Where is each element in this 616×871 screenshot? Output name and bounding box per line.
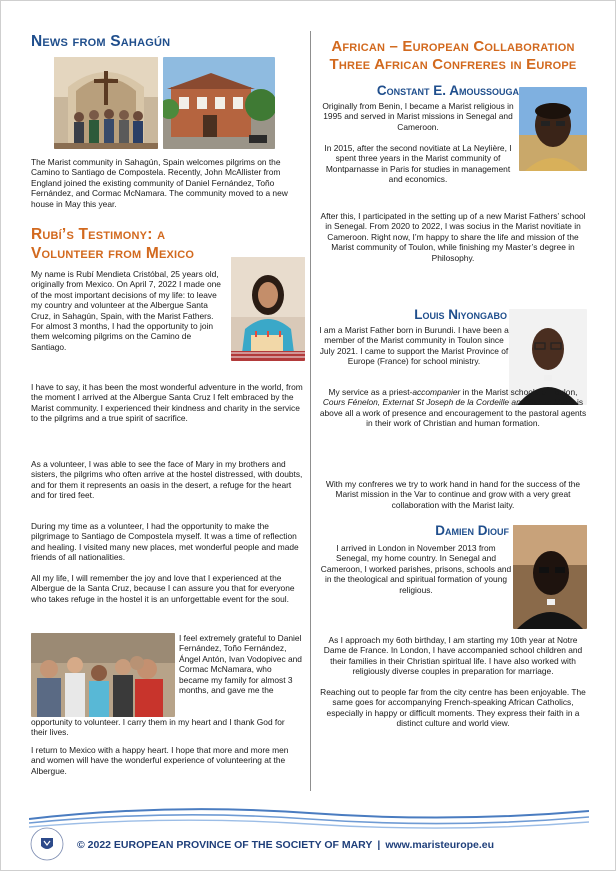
louis-p2-text-2: in the Marist schools of Toulon, [460, 387, 578, 397]
louis-paragraph-2 [319, 387, 587, 429]
footer-separator: | [377, 839, 381, 851]
louis-name: Louis Niyongabo [414, 307, 507, 322]
louis-p2-emphasis-1: accompanier [412, 387, 461, 397]
louis-paragraph-1: I am a Marist Father born in Burundi. I have been a member of the Marist community in Toulon since July 2021. I came to support the Marist Province of Europe (France) for school ministry. [319, 325, 509, 367]
testimony-paragraph-4a: During my time as a volunteer, I had the opportunity to make the pilgrimage to Santiago de Compostela myself. It was a time of reflection and healing. I visited many new places, met wonderful people and made friends of all nationalities. [31, 521, 299, 563]
left-column [31, 33, 303, 50]
footer-text [77, 839, 494, 851]
testimony-paragraph-6: I return to Mexico with a happy heart. I hope that more and more men and women will have the wonderful experience of volunteering at the Albergue. [31, 745, 289, 776]
community-photo [54, 57, 158, 149]
constant-name: Constant E. Amoussouga [376, 83, 519, 98]
testimony-paragraph-3: As a volunteer, I was able to see the face of Mary in my brothers and sisters, the pilgrims who often arrive at the hostel distressed, with doubts, and for them it represents an oasis in the desert, a refuge for the heart and for tired feet. [31, 459, 303, 501]
damien-photo [513, 525, 587, 629]
testimony-paragraph-2: I have to say, it has been the most wonderful adventure in the world, from the moment I arrived at the Albergue Santa Cruz I felt embraced by the Marist community. I experienced their kindness and charity in the service to the pilgrims and a true spirit of sacrifice. [31, 382, 303, 424]
house-photo [163, 57, 275, 149]
volunteers-photo [31, 633, 175, 717]
testimony-title-line2: Volunteer from Mexico [31, 245, 195, 262]
column-divider [310, 31, 311, 791]
rubi-photo [231, 257, 305, 361]
footer [1, 837, 616, 857]
damien-name: Damien Diouf [435, 523, 509, 538]
footer-wave-decoration [29, 801, 589, 831]
collab-title-line2: Three African Confreres in Europe [329, 56, 577, 73]
testimony-paragraph-5-side: I feel extremely grateful to Daniel Fernández, Toño Fernández, Ángel Antón, Ivan Vodopivec and Cormac McNamara, who became my family for almost 3 months, and gave me the [179, 633, 302, 696]
testimony-paragraph-5-full: opportunity to volunteer. I carry them in my heart and I thank God for their lives. [31, 717, 285, 738]
louis-p2-text-1: My service as a priest- [328, 387, 413, 397]
louis-paragraph-3: With my confreres we try to work hand in hand for the success of the Marist mission in the Var to continue and grow with a very great collaboration with the Marist laity. [325, 479, 581, 510]
louis-p2-text-3: is above all a work of presence and encouragement to the pastoral agents in their work of Christian and human formation. [319, 397, 587, 429]
testimony-title-line1: Rubí’s Testimony: a [31, 226, 166, 243]
damien-paragraph-3: Reaching out to people far from the city centre has been enjoyable. The same goes for accompanying French-speaking African Catholics, especially in happy or difficult moments. They express their faith in a distinct culture and world view. [320, 687, 586, 729]
news-text: The Marist community in Sahagún, Spain welcomes pilgrims on the Camino to Santiago de Compostela. Recently, John McAllister from England joined the existing community of Daniel Fernández, Toño Fernández, and Cormac McNamara. The community moved to a new house in May this year. [31, 157, 288, 209]
damien-paragraph-2: As I approach my 6oth birthday, I am starting my 10th year at Notre Dame de France. In London, I have accompanied school children and their families in their Christian spiritual life. I have also worked with religiously diverse couples in preparation for marriage. [323, 635, 583, 677]
testimony-paragraph-1: My name is Rubí Mendieta Cristóbal, 25 years old, originally from Mexico. On April 7, 2022 I made one of the most important decisions of my life: to leave my country and volunteer at the Albergue Santa Cruz, in Sahagún, Spain, with the Marist Fathers. For almost 3 months, I had the opportunity to join them welcoming pilgrims on the Camino de Santiago. [31, 269, 221, 352]
constant-paragraph-1: Originally from Benin, I became a Marist religious in 1995 and served in Marist missions in Senegal and Cameroon. [322, 101, 514, 132]
news-title: News from Sahagún [31, 33, 171, 50]
damien-paragraph-1: I arrived in London in November 2013 from Senegal, my home country. In Senegal and Cameroon, I worked parishes, prisons, schools and in the theological and spiritual formation of young religious. [320, 543, 512, 595]
constant-paragraph-2: In 2015, after the second novitiate at La Neylière, I spent three years in the Marist community of Montparnasse in Paris for studies in management and economics. [324, 143, 512, 185]
constant-paragraph-3: After this, I participated in the setting up of a new Marist Fathers’ school in Senegal. From 2020 to 2022, I was socius in the Marist novitiate in Cameroon. Right now, I’m happy to share the life and mission of the Marist community of Toulon, while finishing my Master’s degree in Philosophy. [320, 211, 586, 263]
testimony-paragraph-4b: All my life, I will remember the joy and love that I experienced at the Albergue de la Santa Cruz, because I can assure you that for everyone who takes refuge in the hostel it is an unforgettable event for the soul. [31, 573, 295, 604]
footer-copyright: © 2022 EUROPEAN PROVINCE OF THE SOCIETY OF MARY [77, 839, 373, 851]
footer-website-link[interactable]: www.maristeurope.eu [385, 839, 495, 851]
constant-photo [519, 87, 587, 171]
collab-title-line1: African – European Collaboration [331, 38, 575, 55]
louis-p2-emphasis-2: Cours Fénelon, Externat St Joseph de la Cordeille and Sainte Marie [322, 397, 575, 408]
